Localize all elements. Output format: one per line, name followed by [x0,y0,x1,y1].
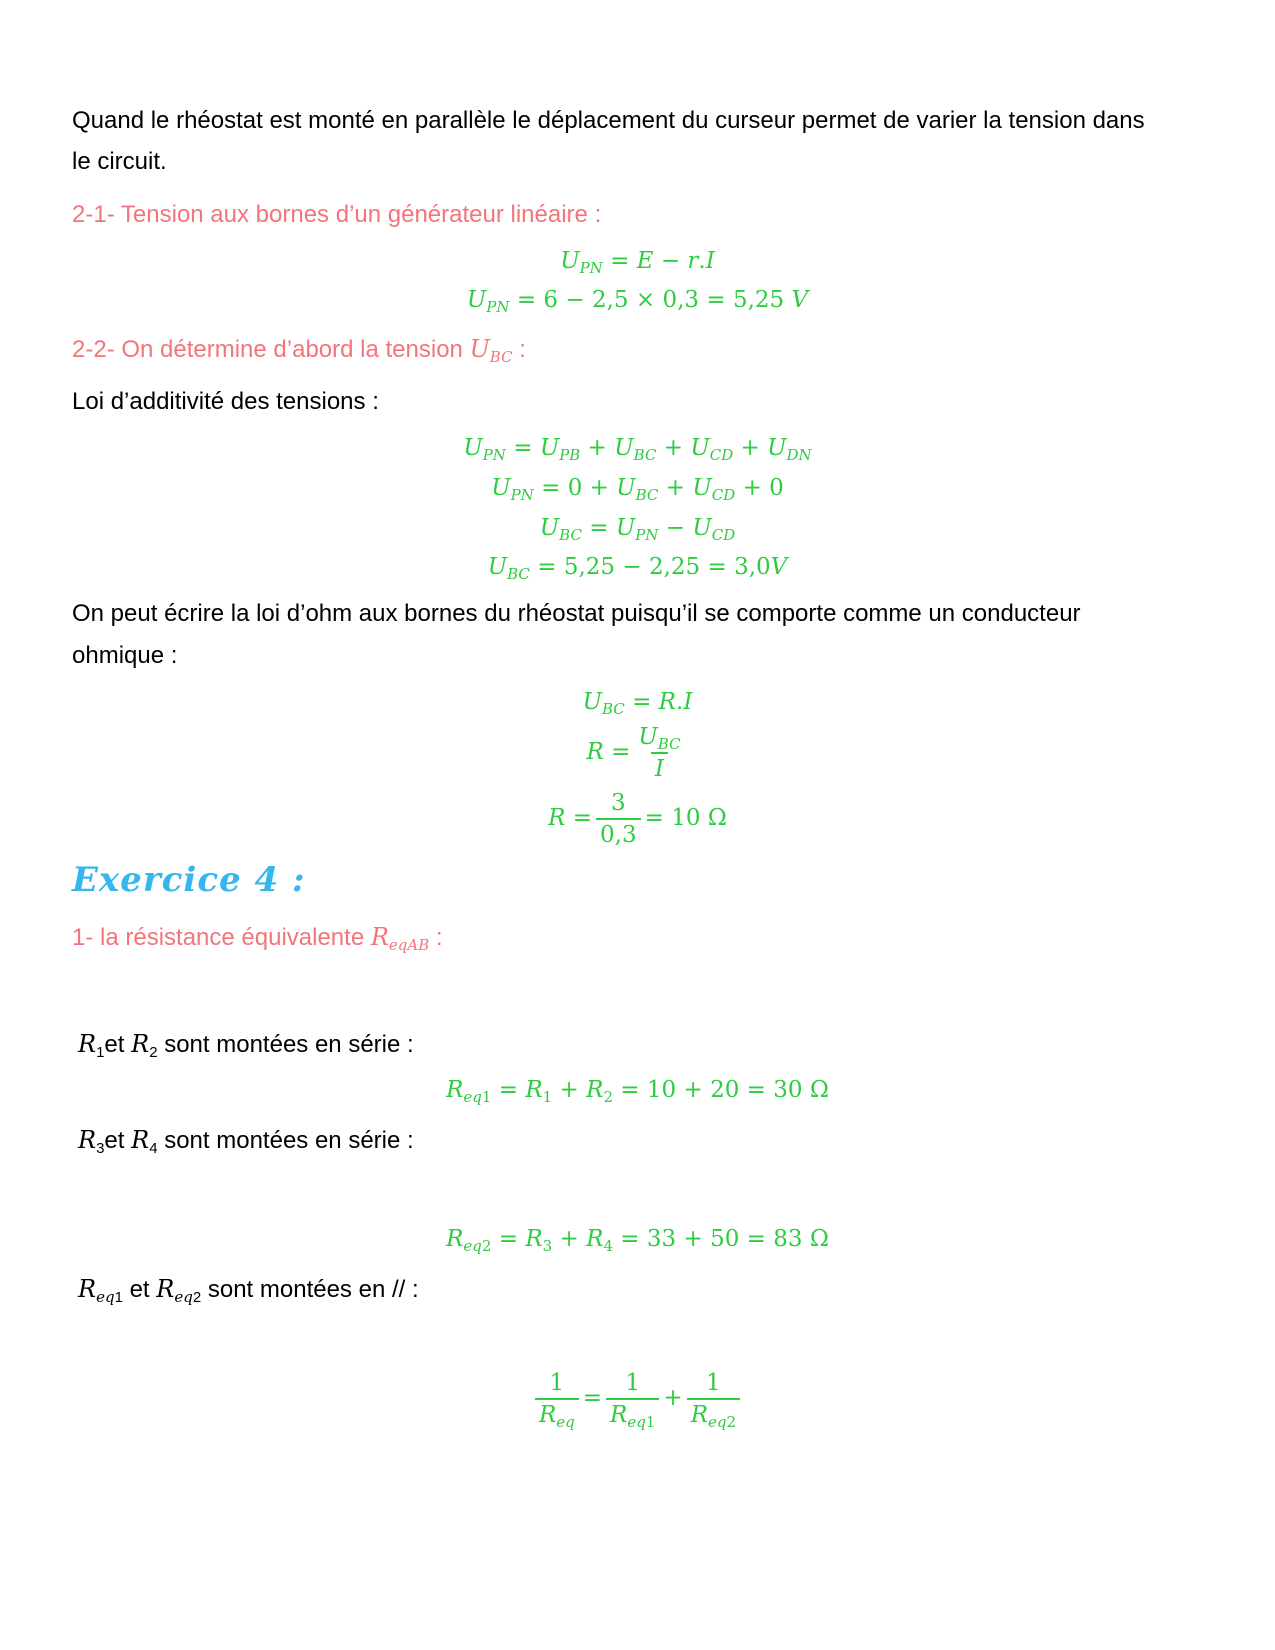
ohm-line-1: On peut écrire la loi d’ohm aux bornes du rhéostat puisqu’il se comporte comme un conducteur [72,600,1081,627]
value-r1: 10 [646,1077,677,1103]
value-I: 0,3 [662,287,700,313]
value-ubc: 3,0 [734,554,771,580]
value-r3: 33 [646,1226,677,1252]
value-R: 10 [671,805,701,831]
value-ucd: 2,25 [648,554,701,580]
r3-r4-series-text: sont montées en série : [164,1127,414,1154]
heading-2-2: 2-2- On détermine d’abord la tension $U_{BC}$ : [72,335,526,366]
equation-req1: $R_{eq1} = R_1 + R_2 = 10 + 20 = 30$ Ω [446,1077,829,1106]
et-word-3: et [129,1276,150,1303]
heading-2-2-colon: : [512,336,526,363]
equation-r-value: R = $\frac{3}{0,3}$ = 10 Ω [548,790,727,848]
ohm-line-2: ohmique : [72,642,178,669]
r1-r2-series-label: $R_1et$ $R_2$ sont montées en série : [78,1030,414,1061]
equation-ubc-value: $U_{BC} = 5,25 - 2,25 = 3,0V$ [487,554,788,583]
heading-1-text: 1- la résistance équivalente [72,924,371,951]
value-r2: 20 [710,1077,740,1103]
value-r4: 50 [710,1226,740,1252]
et-word-2: et [104,1127,125,1154]
additivity-law-label: Loi d’additivité des tensions : [72,388,379,415]
heading-2-1: 2-1- Tension aux bornes d’un générateur linéaire : [72,201,602,228]
equation-req2: $R_{eq2} = R_3 + R_4 = 33 + 50 = 83$ Ω [446,1226,829,1255]
et-word-1: et [104,1031,125,1058]
value-upn-2: 5,25 [563,554,616,580]
equation-ohm: $U_{BC} = R.I$ [582,689,693,718]
req-parallel-text: sont montées en // : [207,1276,419,1303]
heading-1-colon: : [429,924,443,951]
req-parallel-label: $R_{eq1}$ et $R_{eq2}$ sont montées en // : [78,1275,419,1306]
value-req1: 30 [773,1077,803,1103]
intro-line-2: le circuit. [72,148,167,175]
equation-upn-formula: $U_{PN} = E - r.I$ [560,248,715,277]
value-req2: 83 [773,1226,803,1252]
value-r: 2,5 [591,287,629,313]
r1-r2-series-text: sont montées en série : [164,1031,414,1058]
heading-1: 1- la résistance équivalente $R_{eqAB}$ : [72,923,443,954]
intro-line-1: Quand le rhéostat est monté en parallèle le déplacement du curseur permet de varier la tension dans [72,107,1145,134]
equation-upn-value: $U_{PN} = 6 - 2,5 \times 0,3 = 5,25$ V [466,287,809,316]
equation-additivity: $U_{PN} = U_{PB} + U_{BC} + U_{CD} + U_{DN}$ [463,435,812,464]
value-I-2: 0,3 [596,818,641,848]
heading-2-2-text: 2-2- On détermine d’abord la tension [72,336,470,363]
equation-parallel: $\frac{1}{R_{eq}}$ = $\frac{1}{R_{eq1}}$ + $\frac{1}{R_{eq2}}$ [0,1370,1275,1428]
exercise-title: Exercice 4 : [72,860,306,900]
value-E: 6 [543,287,559,313]
equation-additivity-zero: $U_{PN} = 0 + U_{BC} + U_{CD} + 0$ [491,475,784,504]
r3-r4-series-label: $R_3et$ $R_4$ sont montées en série : [78,1126,414,1157]
equation-ubc-formula: $U_{BC} = U_{PN} - U_{CD}$ [539,515,736,544]
equation-r-formula: R = $\frac{U_{BC}}{I}$ [586,724,681,782]
value-upn: 5,25 [732,287,785,313]
